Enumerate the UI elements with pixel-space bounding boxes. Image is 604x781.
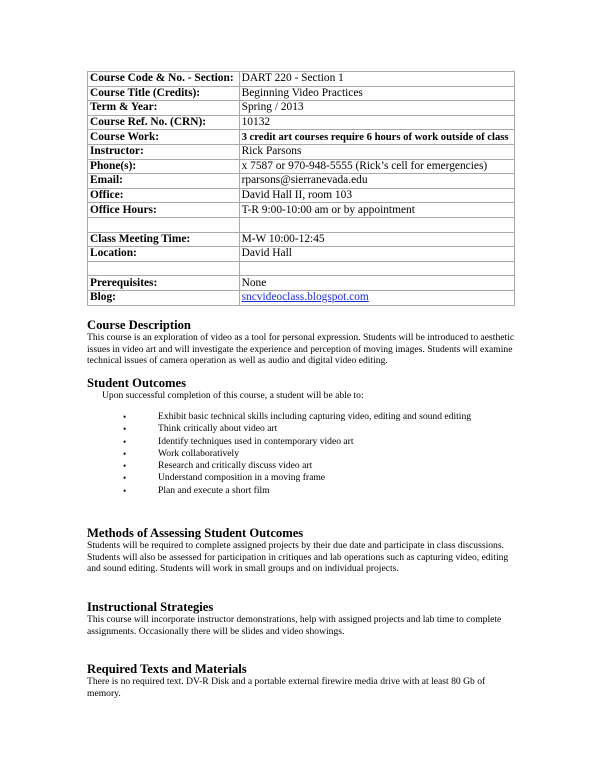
empty-cell — [88, 261, 240, 276]
table-row — [88, 72, 515, 87]
list-item-text: Research and critically discuss video art — [158, 460, 313, 472]
list-item-text: Identify techniques used in contemporary video art — [158, 435, 354, 447]
student-outcomes-section — [87, 376, 517, 390]
section-text: This course is an exploration of video as a tool for personal expression. Students will be introduced to aesthetic issues in video art and will investigate the experience and perception of moving images. Students will examine technical issues of camera operation as well as audio and digital video editing. — [87, 332, 515, 367]
field-value: Beginning Video Practices — [239, 86, 514, 101]
field-label: Class Meeting Time: — [88, 232, 240, 247]
field-value: David Hall — [239, 247, 514, 262]
list-item — [123, 448, 523, 460]
table-row — [88, 188, 515, 203]
field-value: 10132 — [239, 115, 514, 130]
bullet-icon: • — [123, 473, 127, 484]
list-item-text: Exhibit basic technical skills including capturing video, editing and sound editing — [158, 411, 472, 422]
bullet-icon: • — [123, 424, 127, 435]
list-item — [123, 423, 523, 435]
table-row — [88, 144, 515, 159]
table-row — [88, 290, 515, 305]
field-label: Blog: — [88, 290, 240, 305]
table-row — [88, 203, 515, 218]
field-label: Course Ref. No. (CRN): — [88, 115, 240, 130]
field-value: 3 credit art courses require 6 hours of work outside of class — [239, 130, 514, 145]
section-text: There is no required text. DV-R Disk and a portable external firewire media drive with at least 80 Gb of memory. — [87, 676, 486, 699]
section-heading: Methods of Assessing Student Outcomes — [87, 526, 304, 540]
section-heading: Course Description — [87, 318, 191, 332]
outcomes-list — [123, 411, 523, 497]
course-info-table — [87, 71, 515, 306]
field-label: Email: — [88, 174, 240, 189]
field-label: Course Title (Credits): — [88, 86, 240, 101]
list-item — [123, 472, 523, 484]
list-item — [123, 485, 523, 497]
table-row — [88, 130, 515, 145]
table-row — [88, 232, 515, 247]
section-text: This course will incorporate instructor demonstrations, help with assigned projects and lab time to complete assignments. Occasionally there will be slides and video showings. — [87, 614, 502, 637]
field-label: Term & Year: — [88, 101, 240, 116]
table-row — [88, 159, 515, 174]
field-value: Rick Parsons — [239, 144, 514, 159]
bullet-icon: • — [123, 436, 127, 447]
list-item-text: Understand composition in a moving frame — [158, 472, 326, 484]
field-label: Location: — [88, 247, 240, 262]
field-value: M-W 10:00-12:45 — [239, 232, 514, 247]
field-label: Office: — [88, 188, 240, 203]
bullet-icon: • — [123, 448, 127, 459]
field-label: Course Code & No. - Section: — [88, 72, 240, 87]
field-label: Course Work: — [88, 130, 240, 145]
bullet-icon: • — [123, 485, 127, 496]
section-text: Students will be required to complete assigned projects by their due date and participate in class discussions. Students will also be assessed for participation in critiques and lab operations such as capturing video, editing and sound editing. Students will work in small groups and on individual projects. — [87, 540, 509, 575]
list-item — [123, 436, 523, 448]
field-label: Phone(s): — [88, 159, 240, 174]
bullet-icon: • — [123, 412, 127, 422]
list-item-text: Plan and execute a short film — [158, 484, 270, 496]
outcomes-intro: Upon successful completion of this course, a student will be able to: — [102, 390, 364, 401]
table-row — [88, 86, 515, 101]
blog-link[interactable]: sncvideoclass.blogspot.com — [241, 291, 369, 304]
table-row — [88, 174, 515, 189]
list-item — [123, 460, 523, 472]
table-row-empty — [88, 217, 515, 232]
materials-section — [87, 662, 517, 699]
list-item-text: Work collaboratively — [158, 447, 240, 459]
course-description-section — [87, 318, 517, 367]
field-label: Office Hours: — [88, 203, 240, 218]
table-row-empty — [88, 261, 515, 276]
field-value: x 7587 or 970-948-5555 (Rick’s cell for emergencies) — [239, 159, 514, 174]
field-value: David Hall II, room 103 — [239, 188, 514, 203]
table-row — [88, 101, 515, 116]
table-row — [88, 115, 515, 130]
empty-cell — [239, 217, 514, 232]
field-value: T-R 9:00-10:00 am or by appointment — [239, 203, 514, 218]
list-item-text: Think critically about video art — [158, 423, 278, 435]
field-value: rparsons@sierranevada.edu — [239, 174, 514, 189]
table-row — [88, 247, 515, 262]
field-label: Prerequisites: — [88, 276, 240, 291]
section-heading: Instructional Strategies — [87, 600, 214, 614]
empty-cell — [239, 261, 514, 276]
list-item — [123, 411, 523, 423]
section-heading: Required Texts and Materials — [87, 662, 247, 676]
bullet-icon: • — [123, 461, 127, 472]
field-value: Spring / 2013 — [239, 101, 514, 116]
field-value: DART 220 - Section 1 — [239, 72, 514, 87]
table-row — [88, 276, 515, 291]
field-label: Instructor: — [88, 144, 240, 159]
strategies-section — [87, 600, 517, 637]
section-heading: Student Outcomes — [87, 376, 187, 390]
field-value — [239, 290, 514, 305]
field-value: None — [239, 276, 514, 291]
methods-section — [87, 526, 517, 575]
empty-cell — [88, 217, 240, 232]
